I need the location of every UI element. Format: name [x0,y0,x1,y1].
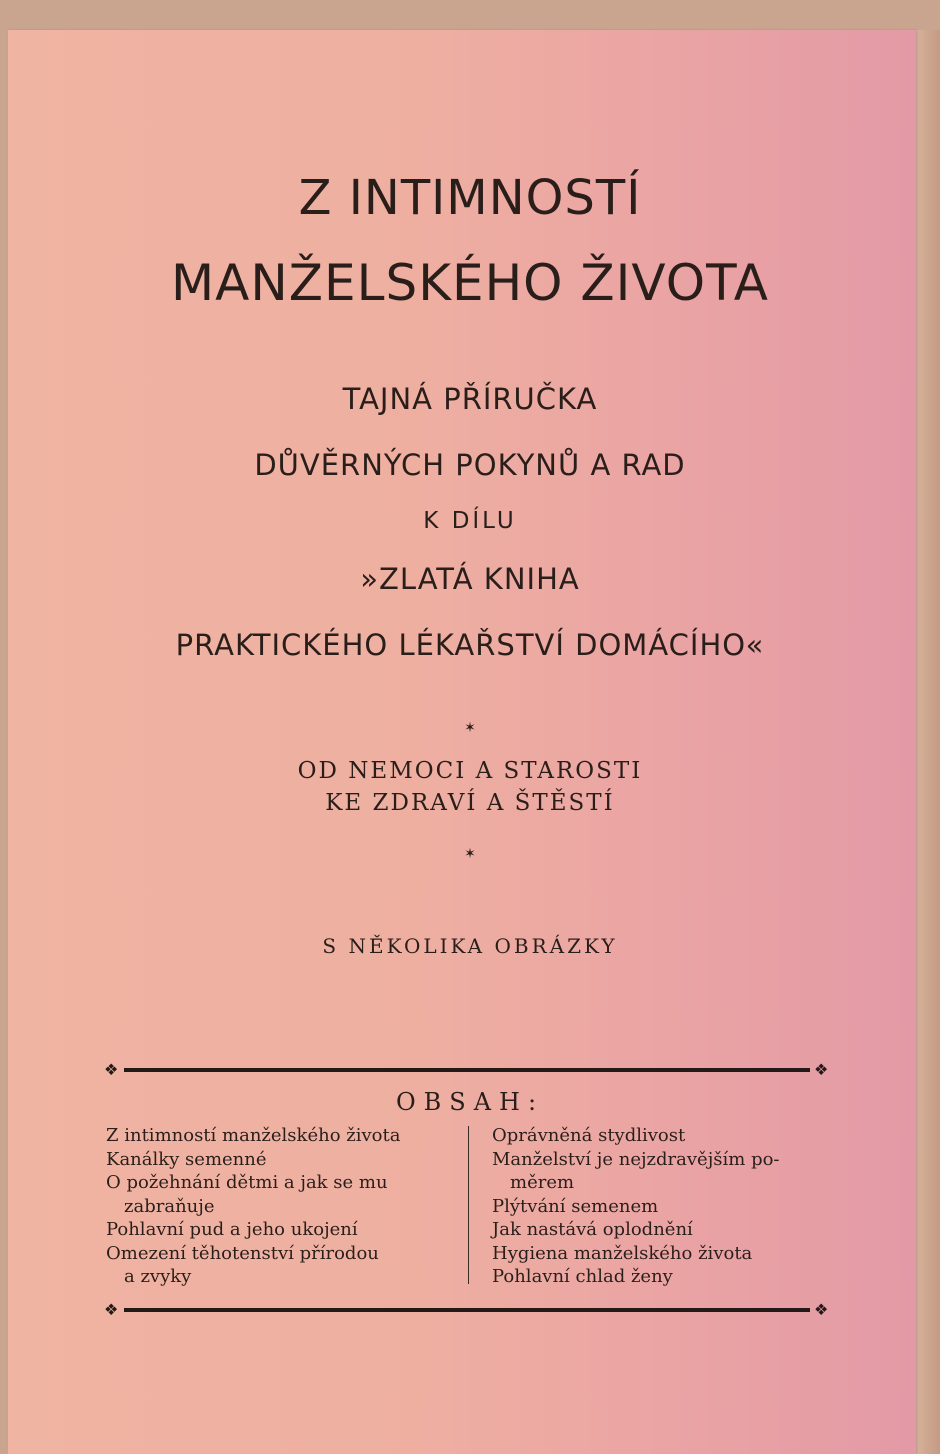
contents-item-text: Pohlavní pud a jeho ukojení [106,1219,358,1240]
contents-item-continuation: a zvyky [124,1266,192,1287]
contents-item [492,1218,832,1242]
contents-item-continuation: měrem [510,1172,575,1193]
subtitle-line-1: TAJNÁ PŘÍRUČKA [342,382,598,416]
contents-heading: OBSAH: [395,1088,545,1116]
contents-item-text: Jak nastává oplodnění [492,1219,693,1240]
contents-left-column [106,1124,450,1289]
contents-item-text: Manželství je nejzdravějším po- [492,1148,780,1170]
contents-item-text: Oprávněná stydlivost [492,1125,686,1146]
contents-item-continuation: zabraňuje [124,1195,215,1217]
star-ornament-icon: ✶ [464,846,476,862]
contents-item [492,1265,832,1289]
contents-item [492,1148,832,1195]
contents-right-column [492,1124,832,1289]
contents-item-text: O požehnání dětmi a jak se mu [106,1172,388,1193]
contents-item [492,1124,832,1148]
pictures-note: S NĚKOLIKA OBRÁZKY [322,934,618,958]
diamond-ornament-icon: ❖ [104,1060,119,1079]
contents-item-text: Plýtvání semenem [492,1195,659,1217]
star-ornament-icon: ✶ [464,720,476,736]
contents-item [106,1242,450,1289]
contents-item-text: Omezení těhotenství přírodou [106,1242,379,1264]
contents-item [492,1242,832,1266]
contents-item [106,1218,450,1242]
subtitle-line-5: PRAKTICKÉHO LÉKAŘSTVÍ DOMÁCÍHO« [175,628,765,662]
title-line-1: Z INTIMNOSTÍ [298,170,642,226]
title-line-2: MANŽELSKÉHO ŽIVOTA [171,254,769,312]
top-rule [124,1068,810,1072]
contents-item-text: Z intimností manželského života [106,1125,401,1146]
diamond-ornament-icon: ❖ [104,1300,119,1319]
contents-item-text: Pohlavní chlad ženy [492,1266,673,1287]
contents-item-text: Hygiena manželského života [492,1242,753,1264]
diamond-ornament-icon: ❖ [814,1060,829,1079]
contents-item [492,1195,832,1219]
subtitle-line-4: »ZLATÁ KNIHA [360,562,580,596]
contents-item [106,1148,450,1172]
bottom-rule [124,1308,810,1312]
subtitle-line-2: DŮVĚRNÝCH POKYNŮ A RAD [254,448,686,482]
subtitle-line-3: K DÍLU [423,508,517,534]
diamond-ornament-icon: ❖ [814,1300,829,1319]
contents-item-text: Kanálky semenné [106,1148,267,1170]
column-divider [468,1126,469,1284]
contents-item [106,1124,450,1148]
motto-line-1: OD NEMOCI A STAROSTI [297,758,643,784]
motto-line-2: KE ZDRAVÍ A ŠTĚSTÍ [325,790,615,816]
contents-item [106,1171,450,1218]
